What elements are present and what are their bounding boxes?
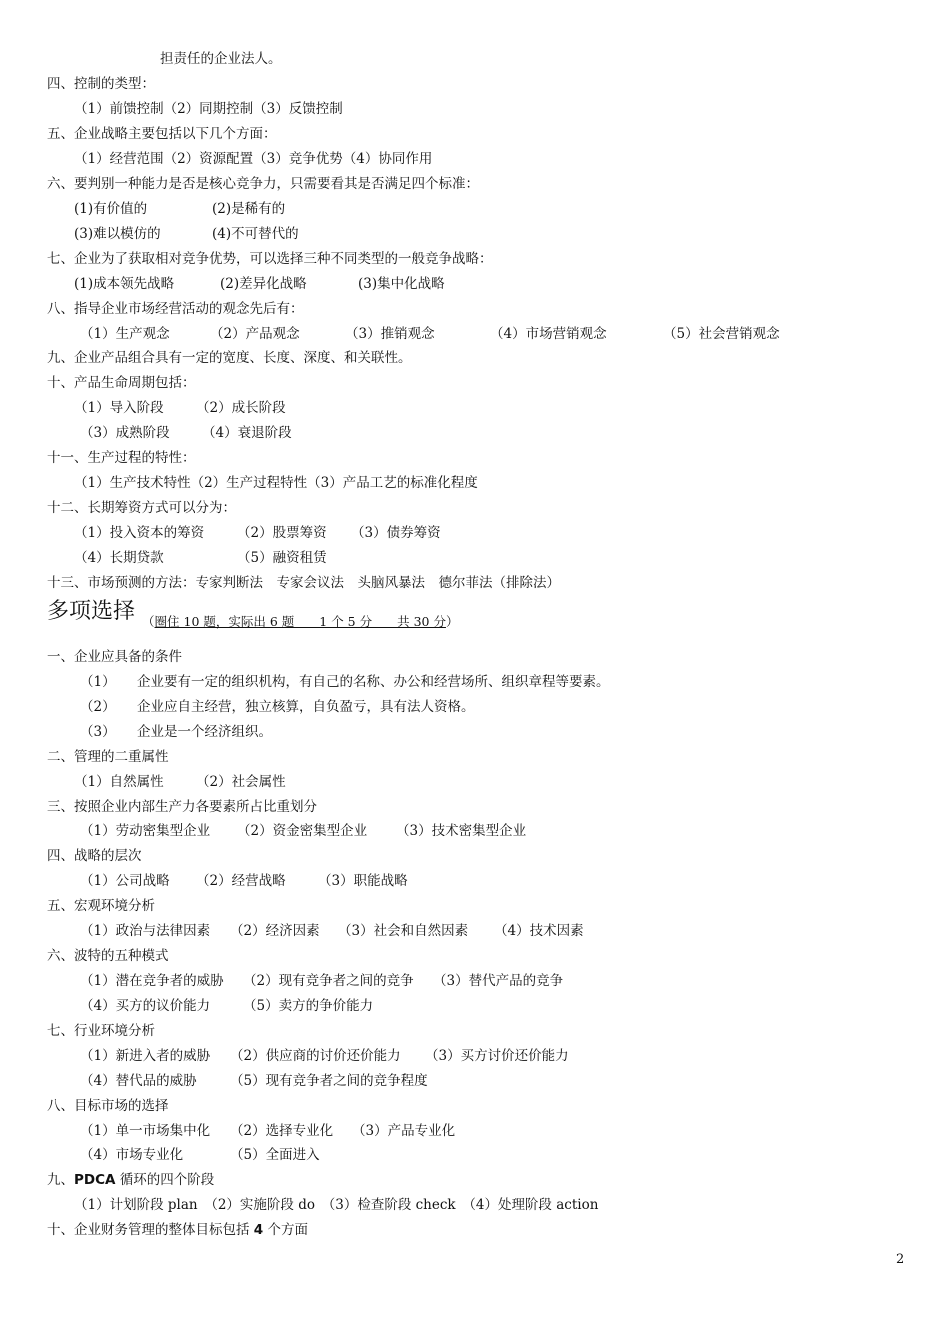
text-line-l01: 担责任的企业法人。	[160, 51, 282, 67]
text-segment-m03b: 企业应自主经营，独立核算，自负盈亏，具有法人资格。	[137, 699, 475, 715]
text-segment-s10a: (1)成本领先战略	[74, 276, 175, 292]
text-line-l14: 十、产品生命周期包括：	[47, 375, 196, 391]
section-note	[142, 613, 458, 631]
text-segment-m20b: （2）选择专业化	[230, 1123, 334, 1139]
text-segment-s12d: （4）市场营销观念	[490, 326, 607, 342]
text-line-m23: （1）计划阶段 plan （2）实施阶段 do （3）检查阶段 check （4）处理阶段 action	[74, 1197, 599, 1213]
text-line-m07: 三、按照企业内部生产力各要素所占比重划分	[47, 799, 317, 815]
text-segment-m20c: （3）产品专业化	[352, 1123, 456, 1139]
text-segment-s15a: （1）导入阶段	[74, 400, 164, 416]
text-segment-s12b: （2）产品观念	[210, 326, 300, 342]
text-segment-m18a: （4）替代品的威胁	[80, 1073, 197, 1089]
text-segment-m04b: 企业是一个经济组织。	[137, 724, 272, 740]
text-line-m01: 一、企业应具备的条件	[47, 649, 182, 665]
note-open: （	[142, 614, 155, 629]
text-line-m11: 五、宏观环境分析	[47, 898, 155, 914]
text-line-l11: 八、指导企业市场经营活动的观念先后有：	[47, 301, 304, 317]
text-segment-m04a: （3）	[80, 724, 116, 740]
text-segment-m17c: （3）买方讨价还价能力	[425, 1048, 569, 1064]
text-line-l13: 九、企业产品组合具有一定的宽度、长度、深度、和关联性。	[47, 350, 412, 366]
text-line-m05: 二、管理的二重属性	[47, 749, 169, 765]
note-text: 圈住 10 题，实际出 6 题 1 个 5 分 共 30 分	[154, 614, 446, 629]
text-segment-s21a: （4）长期贷款	[74, 550, 164, 566]
text-line-m16: 七、行业环境分析	[47, 1023, 155, 1039]
text-segment-m21a: （4）市场专业化	[80, 1147, 184, 1163]
text-line-m19: 八、目标市场的选择	[47, 1098, 169, 1114]
text-segment-m10a: （1）公司战略	[80, 873, 170, 889]
text-line-l04: 五、企业战略主要包括以下几个方面：	[47, 126, 277, 142]
text-segment-m10c: （3）职能战略	[318, 873, 408, 889]
text-segment-m20a: （1）单一市场集中化	[80, 1123, 211, 1139]
text-segment-s20b: （2）股票筹资	[237, 525, 327, 541]
text-segment-s08b: (4)不可替代的	[212, 226, 299, 242]
text-segment-m12d: （4）技术因素	[494, 923, 584, 939]
text-segment-m18b: （5）现有竞争者之间的竞争程度	[230, 1073, 428, 1089]
text-segment-m21b: （5）全面进入	[230, 1147, 320, 1163]
text-segment-s21b: （5）融资租赁	[237, 550, 327, 566]
text-segment-s07a: (1)有价值的	[74, 201, 148, 217]
text-line-l09: 七、企业为了获取相对竞争优势，可以选择三种不同类型的一般竞争战略：	[47, 251, 493, 267]
section-title: 多项选择	[47, 599, 136, 624]
text-segment-m14c: （3）替代产品的竞争	[433, 973, 564, 989]
text-segment-m10b: （2）经营战略	[196, 873, 286, 889]
text-segment-m14a: （1）潜在竞争者的威胁	[80, 973, 224, 989]
text-segment-s20a: （1）投入资本的筹资	[74, 525, 205, 541]
text-segment-s12e: （5）社会营销观念	[663, 326, 780, 342]
text-segment-s16a: （3）成熟阶段	[80, 425, 170, 441]
text-line-l18: （1）生产技术特性（2）生产过程特性（3）产品工艺的标准化程度	[74, 475, 478, 491]
text-line-l03: （1）前馈控制（2）同期控制（3）反馈控制	[74, 101, 343, 117]
finance-heading	[47, 1221, 308, 1239]
text-segment-m12b: （2）经济因素	[230, 923, 320, 939]
text-line-l05: （1）经营范围（2）资源配置（3）竞争优势（4）协同作用	[74, 151, 433, 167]
text-segment-m06b: （2）社会属性	[196, 774, 286, 790]
text-segment-m17a: （1）新进入者的威胁	[80, 1048, 211, 1064]
text-line-l22: 十三、市场预测的方法：专家判断法 专家会议法 头脑风暴法 德尔菲法（排除法）	[47, 575, 560, 591]
text-segment-s12c: （3）推销观念	[345, 326, 435, 342]
text-segment-m12c: （3）社会和自然因素	[338, 923, 469, 939]
text-segment-m06a: （1）自然属性	[74, 774, 164, 790]
text-segment-m08c: （3）技术密集型企业	[396, 823, 527, 839]
text-line-l19: 十二、长期筹资方式可以分为：	[47, 500, 236, 516]
note-close: ）	[445, 614, 459, 629]
text-segment-s12a: （1）生产观念	[80, 326, 170, 342]
pdca-heading	[47, 1171, 214, 1189]
pdca-suffix: 循环的四个阶段	[115, 1172, 215, 1188]
text-segment-m08a: （1）劳动密集型企业	[80, 823, 211, 839]
text-segment-s10c: (3)集中化战略	[358, 276, 445, 292]
pdca-prefix: 九、	[47, 1172, 74, 1188]
text-segment-s10b: (2)差异化战略	[220, 276, 307, 292]
pdca-bold: PDCA	[74, 1172, 116, 1188]
text-line-m13: 六、波特的五种模式	[47, 948, 169, 964]
text-segment-m03a: （2）	[80, 699, 116, 715]
text-segment-m17b: （2）供应商的讨价还价能力	[230, 1048, 401, 1064]
finance-bold: 4	[253, 1222, 264, 1238]
text-line-m09: 四、战略的层次	[47, 848, 142, 864]
text-segment-s15b: （2）成长阶段	[196, 400, 286, 416]
text-segment-s08a: (3)难以模仿的	[74, 226, 161, 242]
text-line-l06: 六、要判别一种能力是否是核心竞争力，只需要看其是否满足四个标准：	[47, 176, 479, 192]
text-segment-m15b: （5）卖方的争价能力	[243, 998, 374, 1014]
text-segment-m12a: （1）政治与法律因素	[80, 923, 211, 939]
text-segment-s07b: (2)是稀有的	[212, 201, 286, 217]
text-segment-m15a: （4）买方的议价能力	[80, 998, 211, 1014]
text-segment-m08b: （2）资金密集型企业	[237, 823, 368, 839]
page-number: 2	[896, 1252, 905, 1267]
text-segment-m02a: （1）	[80, 674, 116, 690]
text-segment-m14b: （2）现有竞争者之间的竞争	[243, 973, 414, 989]
text-segment-s16b: （4）衰退阶段	[202, 425, 292, 441]
text-segment-m02b: 企业要有一定的组织机构，有自己的名称、办公和经营场所、组织章程等要素。	[137, 674, 610, 690]
text-segment-s20c: （3）债券筹资	[351, 525, 441, 541]
text-line-l02: 四、控制的类型：	[47, 76, 155, 92]
text-line-l17: 十一、生产过程的特性：	[47, 450, 196, 466]
finance-prefix: 十、企业财务管理的整体目标包括	[47, 1222, 254, 1238]
finance-suffix: 个方面	[263, 1222, 308, 1238]
